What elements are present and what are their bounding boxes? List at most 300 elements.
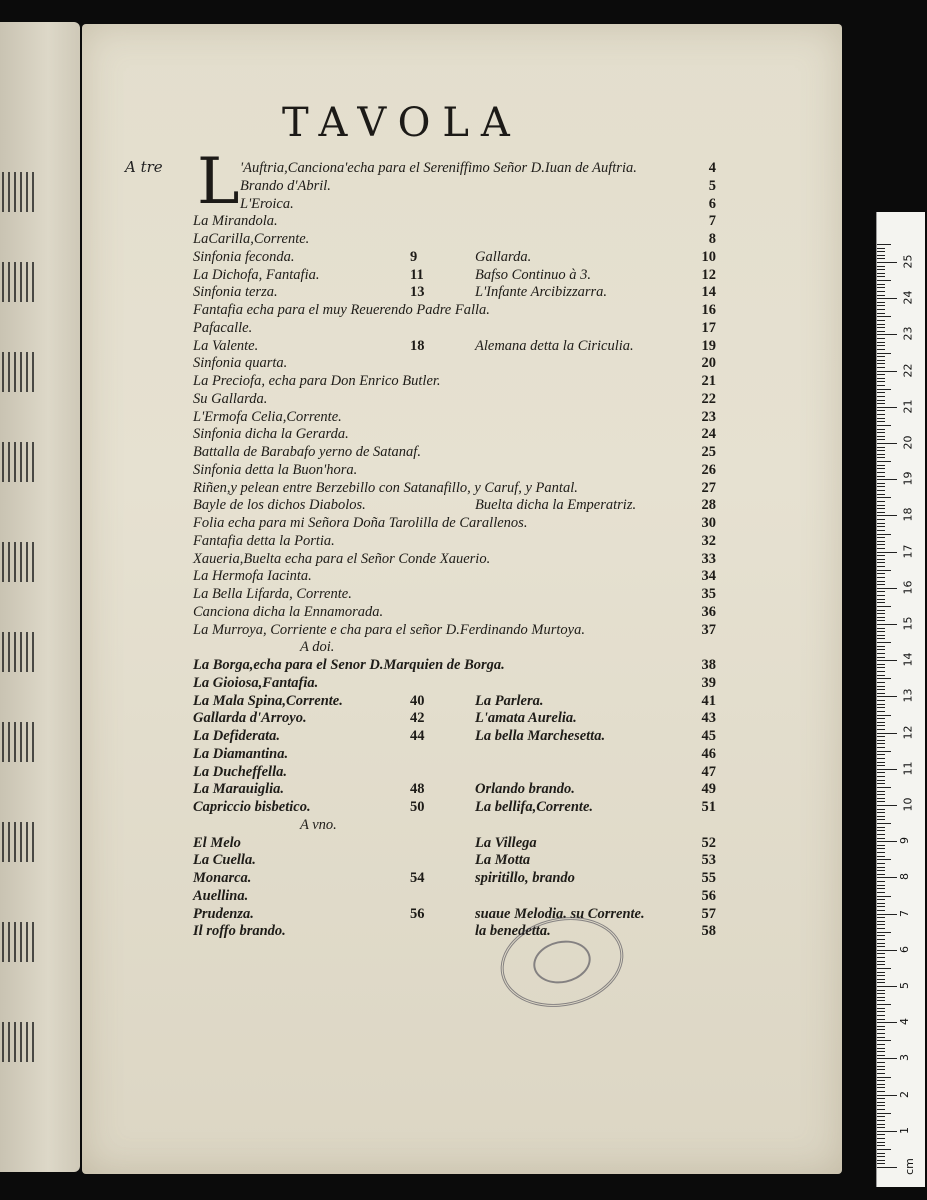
ruler-tick: [877, 667, 885, 668]
entry-title: La Hermofa Iacinta.: [193, 568, 312, 585]
entry-title: La Mala Spina,Corrente.: [193, 692, 343, 709]
ruler-label: 22: [901, 363, 915, 378]
page-number: 57: [701, 905, 716, 922]
ruler-tick: [877, 1098, 885, 1099]
ruler-tick: [877, 852, 885, 853]
ruler-tick: [877, 642, 891, 643]
ruler-tick: [877, 946, 885, 947]
page-number: 6: [708, 195, 716, 212]
ruler-label: 5: [898, 982, 911, 989]
ruler-tick: [877, 287, 885, 288]
ruler-tick: [877, 251, 885, 252]
page-number: 28: [701, 497, 716, 514]
ruler-tick: [877, 700, 885, 701]
ruler-tick: [877, 787, 891, 788]
ruler-tick: [877, 743, 885, 744]
ruler-tick: [877, 595, 885, 596]
toc-entry: [0, 497, 927, 515]
ruler-tick: [877, 1048, 885, 1049]
ruler-tick: [877, 827, 885, 828]
ruler-tick: [877, 1040, 891, 1041]
ruler-tick: [877, 953, 885, 954]
entry-page-number: 9: [410, 248, 418, 265]
page-number: 25: [701, 444, 716, 460]
ruler-tick: [877, 819, 885, 820]
ruler-tick: [877, 269, 885, 270]
ruler-tick: [877, 646, 885, 647]
ruler-label: 20: [901, 435, 915, 450]
page-number: 8: [708, 231, 716, 247]
ruler-tick: [877, 490, 885, 491]
ruler-label: 12: [901, 725, 915, 740]
page-number: 55: [701, 870, 716, 886]
ruler-tick: [877, 838, 885, 839]
entry-title: La Murroya, Corriente e cha para el señor D.Ferdinando Murtoya.: [193, 621, 585, 638]
ruler-tick: [877, 537, 885, 538]
ruler-tick: [877, 1008, 885, 1009]
page-number: 53: [701, 852, 716, 869]
ruler-tick: [877, 870, 885, 871]
toc-entry: [0, 764, 927, 782]
ruler-tick: [877, 562, 885, 563]
ruler-tick: [877, 715, 891, 716]
page-number: 24: [701, 426, 716, 443]
ruler-tick: [877, 1026, 885, 1027]
entry-page-number: 50: [410, 799, 425, 815]
ruler-tick: [877, 830, 885, 831]
toc-entry: [0, 799, 927, 817]
entry-title: Fantafia echa para el muy Reuerendo Padre Falla.: [193, 302, 490, 318]
entry-title: La Dichofa, Fantafia.: [193, 266, 320, 283]
ruler-tick: [877, 921, 885, 922]
ruler-tick: [877, 903, 885, 904]
ruler-tick: [877, 689, 885, 690]
entry-title: La Mirandola.: [193, 213, 278, 230]
ruler-tick: [877, 751, 891, 752]
page-number: 52: [701, 834, 716, 851]
ruler-tick: [877, 845, 885, 846]
toc-entry: [0, 355, 927, 373]
page-number: 27: [701, 479, 716, 496]
ruler-tick: [877, 479, 897, 480]
ruler-tick: [877, 801, 885, 802]
ruler-tick: [877, 986, 897, 987]
toc-entry: [0, 409, 927, 427]
toc-entry: [0, 906, 927, 924]
ruler-tick: [877, 1124, 885, 1125]
ruler-tick: [877, 342, 885, 343]
toc-entry: [0, 533, 927, 551]
ruler-tick: [877, 1087, 885, 1088]
ruler-tick: [877, 302, 885, 303]
ruler-tick: [877, 1142, 885, 1143]
ruler-tick: [877, 783, 885, 784]
toc-entry: [0, 604, 927, 622]
entry-title: La Diamantina.: [193, 745, 289, 762]
ruler-tick: [877, 758, 885, 759]
entry-title-secondary: La bella Marchesetta.: [475, 728, 606, 744]
section-heading: A doi.: [300, 639, 335, 656]
ruler-tick: [877, 707, 885, 708]
ruler-label: 15: [901, 616, 915, 631]
ruler-tick: [877, 686, 885, 687]
ruler-tick: [877, 429, 885, 430]
ruler-tick: [877, 1055, 885, 1056]
ruler-tick: [877, 657, 885, 658]
ruler-tick: [877, 1160, 885, 1161]
ruler-tick: [877, 385, 885, 386]
ruler-tick: [877, 284, 885, 285]
ruler-tick: [877, 534, 891, 535]
ruler-tick: [877, 436, 885, 437]
toc-entry: [0, 923, 927, 941]
ruler-tick: [877, 1022, 897, 1023]
ruler-tick: [877, 1000, 885, 1001]
ruler-tick: [877, 410, 885, 411]
ruler-tick: [877, 794, 885, 795]
ruler-tick: [877, 276, 885, 277]
ruler-tick: [877, 1102, 885, 1103]
ruler-tick: [877, 740, 885, 741]
ruler-tick: [877, 1077, 891, 1078]
ruler-tick: [877, 570, 891, 571]
ruler-tick: [877, 1091, 885, 1092]
entry-title: Gallarda d'Arroyo.: [193, 710, 307, 727]
ruler-tick: [877, 313, 885, 314]
ruler-tick: [877, 1109, 885, 1110]
entry-title: Monarca.: [193, 870, 252, 886]
ruler-tick: [877, 425, 891, 426]
ruler-tick: [877, 494, 885, 495]
ruler-tick: [877, 1069, 885, 1070]
ruler-tick: [877, 711, 885, 712]
toc-entry: [0, 586, 927, 604]
entry-title: Brando d'Abril.: [240, 177, 331, 194]
entry-title: La Valente.: [193, 337, 259, 354]
page-number: 33: [701, 550, 716, 567]
page-number: 7: [708, 213, 716, 230]
ruler-tick: [877, 1058, 897, 1059]
entry-title: La Defiderata.: [193, 728, 280, 744]
ruler-tick: [877, 1033, 885, 1034]
page-number: 36: [701, 603, 716, 620]
ruler-tick: [877, 298, 897, 299]
toc-entry: [0, 675, 927, 693]
toc-entry: [0, 888, 927, 906]
ruler-label: 14: [901, 652, 915, 667]
ruler-tick: [877, 816, 885, 817]
ruler-tick: [877, 993, 885, 994]
toc-entry: [0, 710, 927, 728]
ruler-tick: [877, 1138, 885, 1139]
ruler-label: 18: [901, 507, 915, 522]
ruler-tick: [877, 888, 885, 889]
toc-entry: [0, 213, 927, 231]
entry-page-number: 56: [410, 905, 425, 922]
ruler-label: 25: [901, 254, 915, 269]
ruler-tick: [877, 530, 885, 531]
ruler-tick: [877, 1113, 891, 1114]
toc-entry: [0, 480, 927, 498]
ruler-tick: [877, 718, 885, 719]
ruler-tick: [877, 1037, 885, 1038]
toc-entry: [0, 817, 927, 835]
toc-entry: [0, 302, 927, 320]
ruler-label: 11: [901, 761, 915, 776]
ruler-tick: [877, 628, 885, 629]
toc-entry: [0, 391, 927, 409]
page-number: 32: [701, 532, 716, 549]
ruler-tick: [877, 834, 885, 835]
entry-title-secondary: La bellifa,Corrente.: [475, 799, 594, 815]
ruler-tick: [877, 403, 885, 404]
page-number: 46: [701, 745, 716, 762]
ruler-tick: [877, 457, 885, 458]
ruler-tick: [877, 566, 885, 567]
page-number: 51: [701, 799, 716, 815]
ruler-tick: [877, 255, 885, 256]
ruler-tick: [877, 432, 885, 433]
ruler-tick: [877, 584, 885, 585]
ruler-tick: [877, 486, 885, 487]
ruler-tick: [877, 378, 885, 379]
entry-title-secondary: Gallarda.: [475, 248, 532, 265]
ruler-tick: [877, 733, 897, 734]
entry-title: La Cuella.: [193, 852, 256, 869]
ruler-tick: [877, 877, 897, 878]
ruler-tick: [877, 367, 885, 368]
entry-title: La Gioiosa,Fantafia.: [193, 674, 319, 691]
ruler-tick: [877, 472, 885, 473]
page-number: 45: [701, 728, 716, 744]
page-number: 30: [701, 515, 716, 531]
ruler-tick: [877, 932, 891, 933]
toc-entry: [0, 444, 927, 462]
entry-title: La Borga,echa para el Senor D.Marquien de Borga.: [193, 657, 505, 673]
toc-entry: [0, 462, 927, 480]
ruler-tick: [877, 295, 885, 296]
ruler-label: 13: [901, 688, 915, 703]
ruler-tick: [877, 950, 897, 951]
toc-entry: [0, 551, 927, 569]
page-number: 12: [701, 266, 716, 283]
ruler-tick: [877, 613, 885, 614]
toc-entry: [0, 231, 927, 249]
ruler-tick: [877, 798, 885, 799]
entry-page-number: 44: [410, 728, 425, 744]
page-number: 34: [701, 568, 716, 585]
ruler-label: 6: [898, 945, 911, 953]
ruler-tick: [877, 602, 885, 603]
ruler-tick: [877, 968, 891, 969]
ruler-tick: [877, 957, 885, 958]
entry-title: La Preciofa, echa para Don Enrico Butler.: [193, 373, 441, 389]
ruler-tick: [877, 523, 885, 524]
entry-title-secondary: la benedetta.: [475, 923, 551, 940]
ruler-tick: [877, 280, 891, 281]
ruler-tick: [877, 577, 885, 578]
ruler-tick: [877, 997, 885, 998]
ruler-tick: [877, 389, 891, 390]
ruler-tick: [877, 526, 885, 527]
ruler-tick: [877, 454, 885, 455]
ruler-tick: [877, 982, 885, 983]
section-heading: A vno.: [300, 816, 337, 833]
ruler-tick: [877, 476, 885, 477]
page-number: 16: [701, 302, 716, 318]
toc-entry: [0, 515, 927, 533]
entry-title: Sinfonia feconda.: [193, 248, 295, 265]
ruler-tick: [877, 928, 885, 929]
ruler-tick: [877, 356, 885, 357]
ruler-tick: [877, 331, 885, 332]
ruler-label: 8: [898, 873, 911, 881]
ruler-tick: [877, 696, 897, 697]
ruler-tick: [877, 722, 885, 723]
ruler-tick: [877, 805, 897, 806]
toc-entry: [0, 781, 927, 799]
ruler-label: 9: [898, 837, 911, 845]
page-number: 19: [701, 337, 716, 354]
entry-title-secondary: suaue Melodia. su Corrente.: [475, 905, 645, 922]
ruler-tick: [877, 1156, 885, 1157]
ruler-tick: [877, 917, 885, 918]
ruler-tick: [877, 1051, 885, 1052]
ruler-tick: [877, 1084, 885, 1085]
ruler-tick: [877, 439, 885, 440]
ruler-tick: [877, 1167, 897, 1168]
entry-title: La Bella Lifarda, Corrente.: [193, 586, 352, 602]
ruler-tick: [877, 841, 897, 842]
entry-title: Canciona dicha la Ennamorada.: [193, 603, 384, 620]
ruler-tick: [877, 943, 885, 944]
entry-title: Il roffo brando.: [193, 923, 286, 940]
ruler-tick: [877, 447, 885, 448]
ruler-label: 24: [901, 290, 915, 305]
toc-entry: [0, 657, 927, 675]
entry-title: La Marauiglia.: [193, 781, 285, 798]
ruler-tick: [877, 678, 891, 679]
toc-entry: [0, 284, 927, 302]
entry-title-secondary: La Parlera.: [475, 692, 544, 709]
ruler-tick: [877, 309, 885, 310]
entry-title: Prudenza.: [193, 905, 254, 922]
ruler-label: 7: [898, 909, 911, 917]
entry-title: Pafacalle.: [193, 319, 253, 336]
ruler-tick: [877, 671, 885, 672]
ruler-tick: [877, 638, 885, 639]
page-number: 58: [701, 923, 716, 940]
ruler-tick: [877, 939, 885, 940]
entry-title: La Ducheffella.: [193, 763, 287, 780]
ruler-tick: [877, 512, 885, 513]
page-number: 22: [701, 390, 716, 407]
ruler-tick: [877, 316, 891, 317]
entry-title: L'Eroica.: [240, 195, 294, 212]
ruler-tick: [877, 653, 885, 654]
page-number: 17: [701, 319, 716, 336]
ruler-tick: [877, 899, 885, 900]
ruler-tick: [877, 421, 885, 422]
toc-entry: [0, 178, 927, 196]
ruler-tick: [877, 262, 897, 263]
entry-title: Su Gallarda.: [193, 390, 268, 407]
ruler-tick: [877, 414, 885, 415]
toc-entry: [0, 568, 927, 586]
page-number: 10: [701, 248, 716, 265]
toc-entry: [0, 196, 927, 214]
toc-entry: [0, 320, 927, 338]
entry-title-secondary: L'Infante Arcibizzarra.: [475, 284, 608, 301]
entry-title-secondary: Buelta dicha la Emperatriz.: [475, 497, 637, 514]
ruler-tick: [877, 320, 885, 321]
toc-entry: [0, 160, 927, 178]
ruler-tick: [877, 363, 885, 364]
ruler-tick: [877, 975, 885, 976]
ruler-tick: [877, 591, 885, 592]
entry-title: LaCarilla,Corrente.: [193, 231, 310, 247]
ruler-tick: [877, 791, 885, 792]
toc-entry: [0, 728, 927, 746]
drop-cap: L: [197, 145, 240, 219]
entry-title: Auellina.: [193, 887, 249, 904]
ruler-tick: [877, 483, 885, 484]
ruler-tick: [877, 964, 885, 965]
entry-title: Sinfonia dicha la Gerarda.: [193, 426, 349, 443]
ruler-tick: [877, 823, 891, 824]
ruler-tick: [877, 859, 891, 860]
ruler-tick: [877, 1116, 885, 1117]
ruler-tick: [877, 324, 885, 325]
ruler-tick: [877, 635, 885, 636]
ruler-tick: [877, 501, 885, 502]
page-number: 5: [708, 177, 716, 194]
ruler-tick: [877, 461, 891, 462]
entry-title: Battalla de Barabafo yerno de Satanaf.: [193, 444, 421, 460]
ruler-tick: [877, 519, 885, 520]
ruler-tick: [877, 581, 885, 582]
ruler-tick: [877, 573, 885, 574]
ruler-label: 2: [898, 1090, 911, 1098]
entry-title: Riñen,y pelean entre Berzebillo con Satanafillo, y Caruf, y Pantal.: [193, 479, 578, 496]
ruler-tick: [877, 863, 885, 864]
ruler-tick: [877, 244, 891, 245]
ruler-tick: [877, 780, 885, 781]
ruler-tick: [877, 443, 897, 444]
toc-entry: [0, 338, 927, 356]
ruler-tick: [877, 450, 885, 451]
ruler-tick: [877, 548, 885, 549]
page-number: 20: [701, 355, 716, 372]
ruler-tick: [877, 914, 897, 915]
ruler-label: 1: [898, 1126, 911, 1134]
entry-title-secondary: Alemana detta la Ciriculia.: [475, 337, 634, 354]
ruler-label: 10: [901, 797, 915, 812]
ruler-tick: [877, 1134, 885, 1135]
ruler-tick: [877, 776, 885, 777]
toc-entry: [0, 622, 927, 640]
entry-title-secondary: La Motta: [475, 852, 531, 869]
ruler-tick: [877, 809, 885, 810]
ruler-tick: [877, 1066, 885, 1067]
ruler-tick: [877, 693, 885, 694]
ruler-tick: [877, 1062, 885, 1063]
ruler-label: 23: [901, 326, 915, 341]
ruler-tick: [877, 345, 885, 346]
ruler-tick: [877, 305, 885, 306]
ruler-tick: [877, 374, 885, 375]
ruler-tick: [877, 371, 897, 372]
